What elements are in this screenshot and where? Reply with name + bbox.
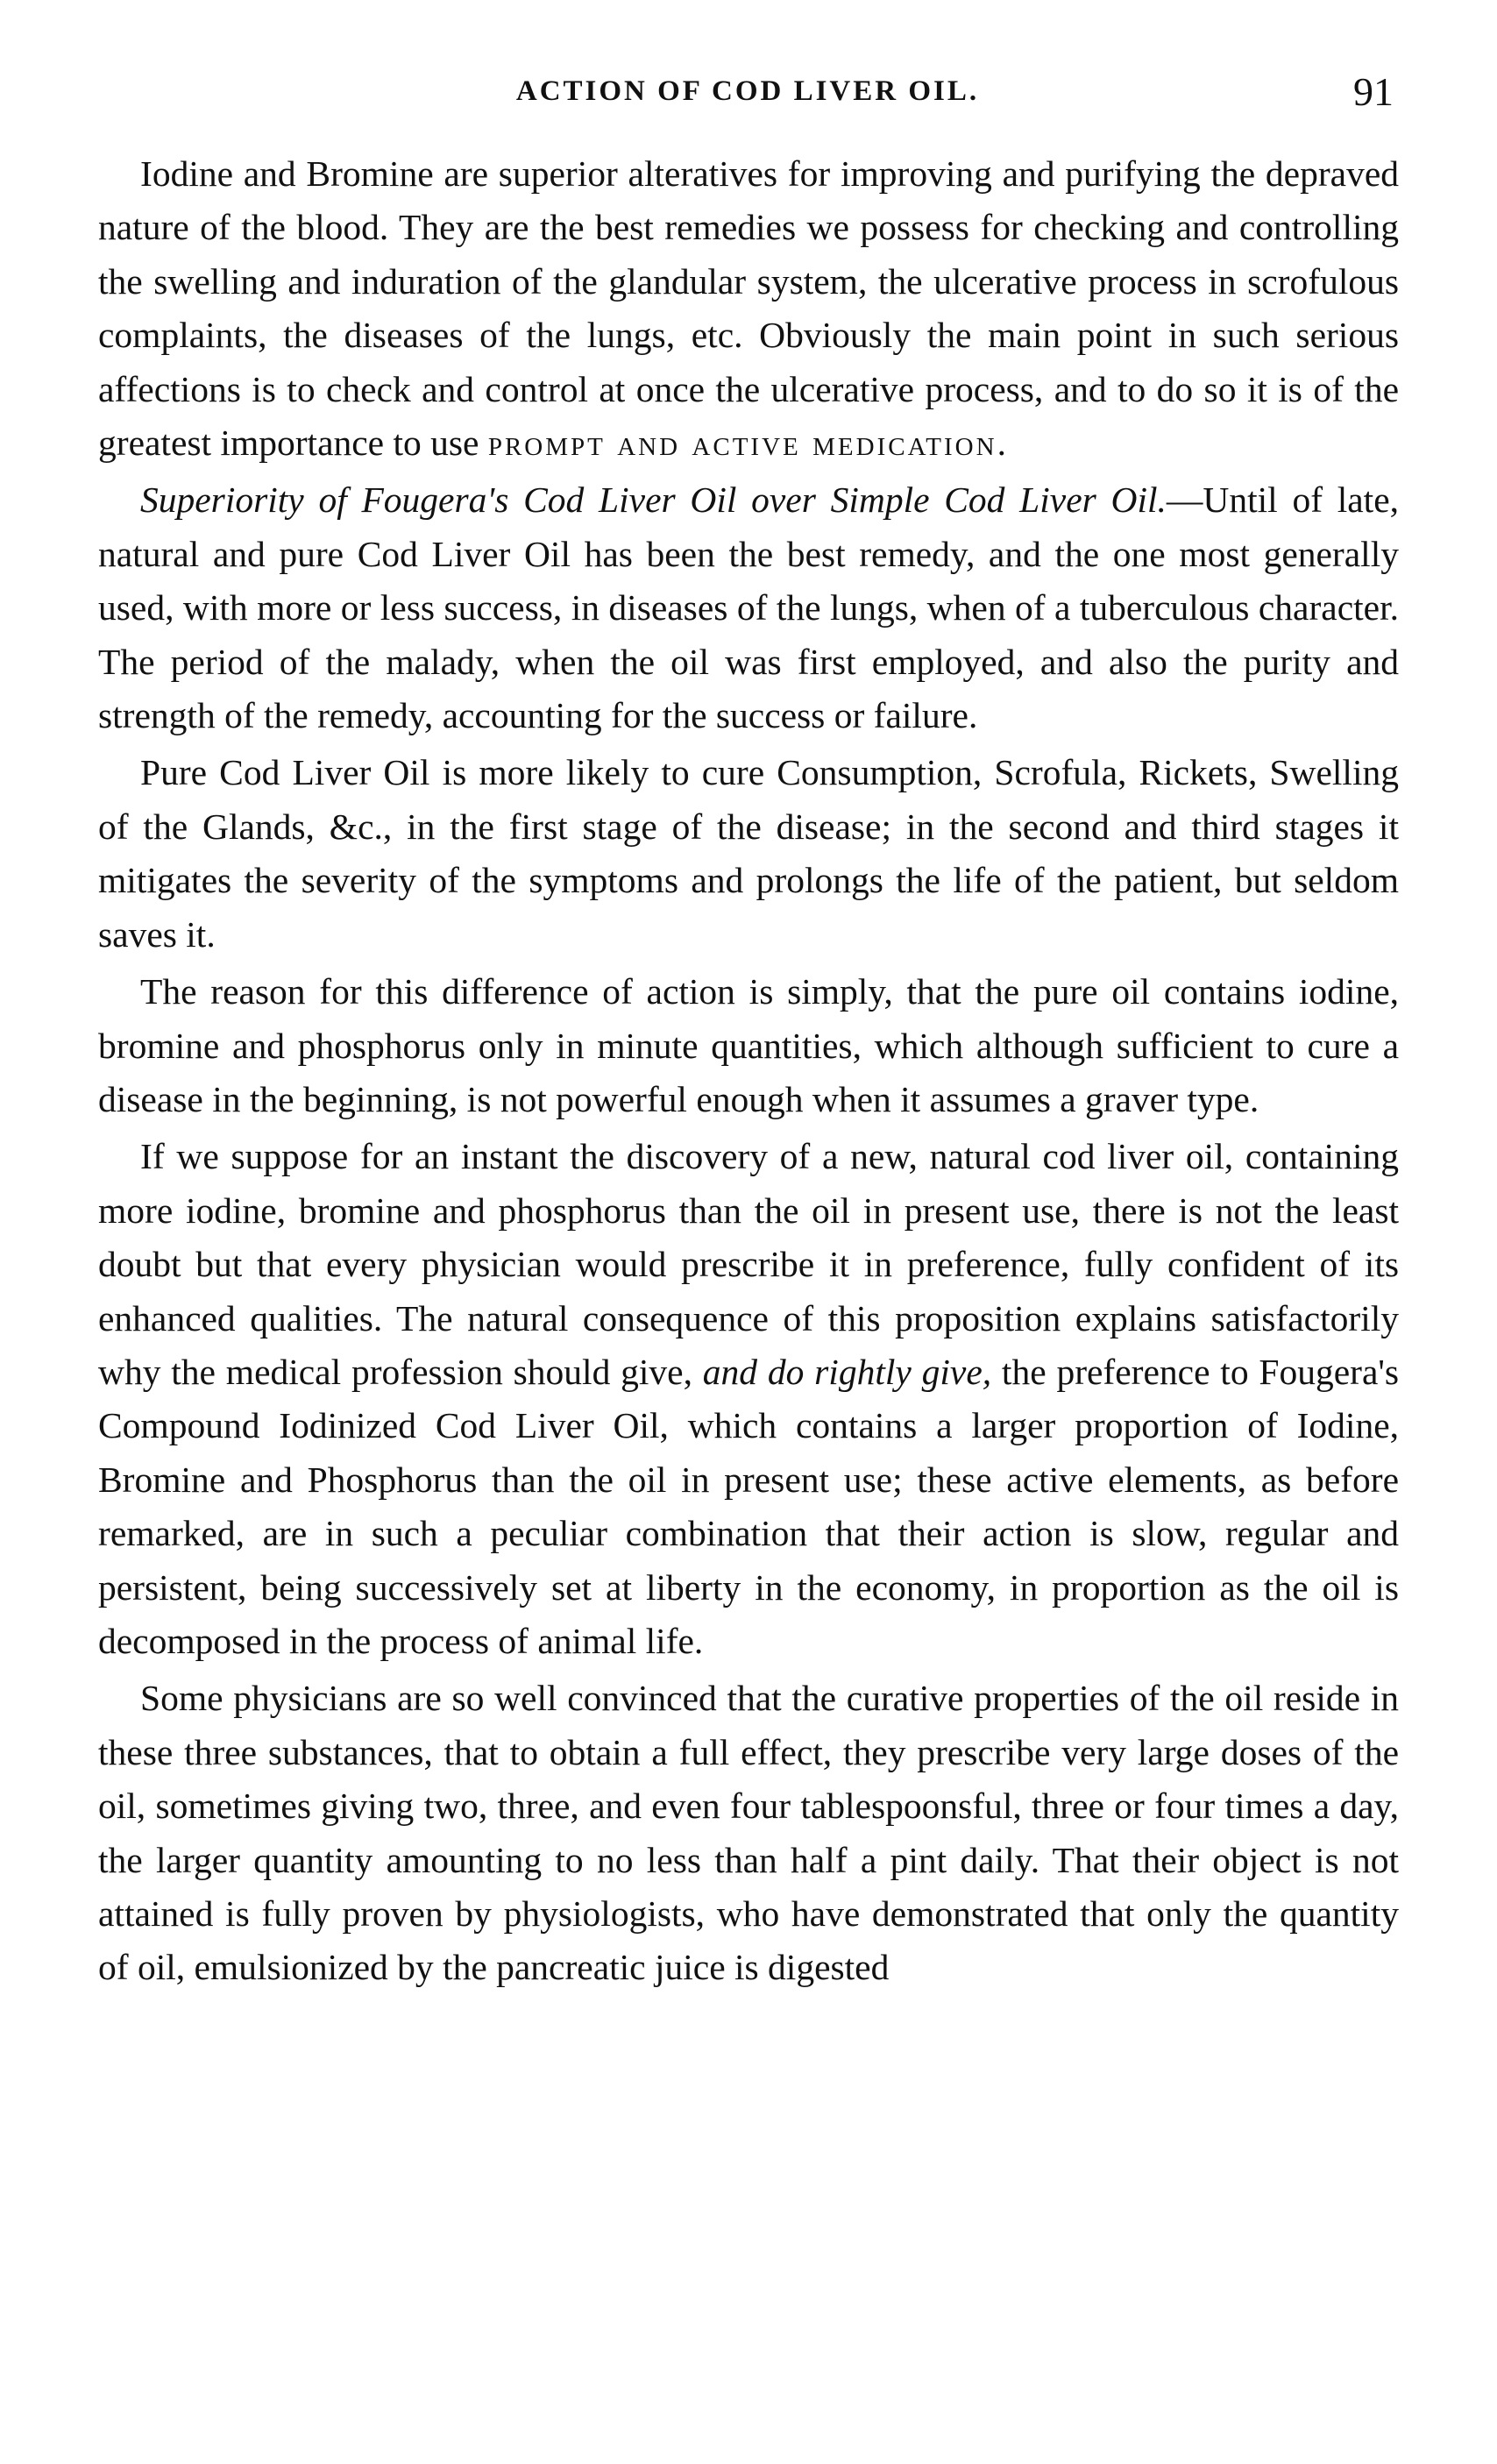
paragraph-text: Iodine and Bromine are superior alteratives for improving and purifying the depraved nature of the blood. They are the best remedies we possess for checking and controlling the swelling and induration of the glandular system, the ulcerative process in scrofulous complaints, the diseases of the lungs, etc. Obviously the main point in such serious affections is to check and control at once the ulcerative process, and to do so it is of the greatest importance to use xyxy=(98,153,1399,464)
page-number: 91 xyxy=(1353,69,1394,114)
emphasis-italic: and do rightly give, xyxy=(702,1351,992,1392)
body-text xyxy=(98,147,1399,1995)
paragraph-text: the preference to Fougera's Compound Iodinized Cod Liver Oil, which contains a larger proportion of Iodine, Bromine and Phosphorus than the oil in present use; these active elements, as before remarked, are in such a peculiar combination that their action is slow, regular and persistent, being successively set at liberty in the economy, in proportion as the oil is decomposed in the process of animal life. xyxy=(98,1351,1400,1661)
paragraph-text: . xyxy=(997,423,1006,464)
emphasis-smallcaps: prompt and active medication xyxy=(487,423,997,464)
section-heading: Superiority of Fougera's Cod Liver Oil over Simple Cod Liver Oil. xyxy=(140,479,1167,521)
running-head xyxy=(98,68,1397,121)
paragraph-superiority xyxy=(98,473,1399,742)
running-title: ACTION OF COD LIVER OIL. xyxy=(515,75,980,107)
paragraph-text: If we suppose for an instant the discovery of a new, natural cod liver oil, containing more iodine, bromine and phosphorus than the oil in present use, there is not the least doubt but that every physician would prescribe it in preference, fully confident of its enhanced qualities. The natural consequence of this proposition explains satisfactorily why the medical profession should give, xyxy=(98,1136,1399,1392)
paragraph-pure-oil: Pure Cod Liver Oil is more likely to cure Consumption, Scrofula, Rickets, Swelling of the Glands, &c., in the first stage of the disease; in the second and third stages it mitigates the severity of the symptoms and prolongs the life of the patient, but seldom saves it. xyxy=(98,752,1399,955)
paragraph-reason: The reason for this difference of action is simply, that the pure oil contains iodine, bromine and phosphorus only in minute quantities, which although sufficient to cure a disease in the beginning, is not powerful enough when it assumes a graver type. xyxy=(98,971,1399,1119)
paragraph-physicians: Some physicians are so well convinced that the curative properties of the oil reside in these three substances, that to obtain a full effect, they prescribe very large doses of the oil, sometimes giving two, three, and even four tablespoonsful, three or four times a day, the larger quantity amounting to no less than half a pint daily. That their object is not attained is fully proven by physiologists, who have demonstrated that only the quantity of oil, emulsionized by the pancreatic juice is digested xyxy=(98,1678,1399,1988)
paragraph-iodine-bromine xyxy=(98,147,1399,470)
paragraph-suppose xyxy=(98,1130,1399,1668)
paragraph-text: —Until of late, natural and pure Cod Liver Oil has been the best remedy, and the one most generally used, with more or less success, in diseases of the lungs, when of a tuberculous character. The period of the malady, when the oil was first employed, and also the purity and strength of the remedy, accounting for the success or failure. xyxy=(98,479,1400,736)
